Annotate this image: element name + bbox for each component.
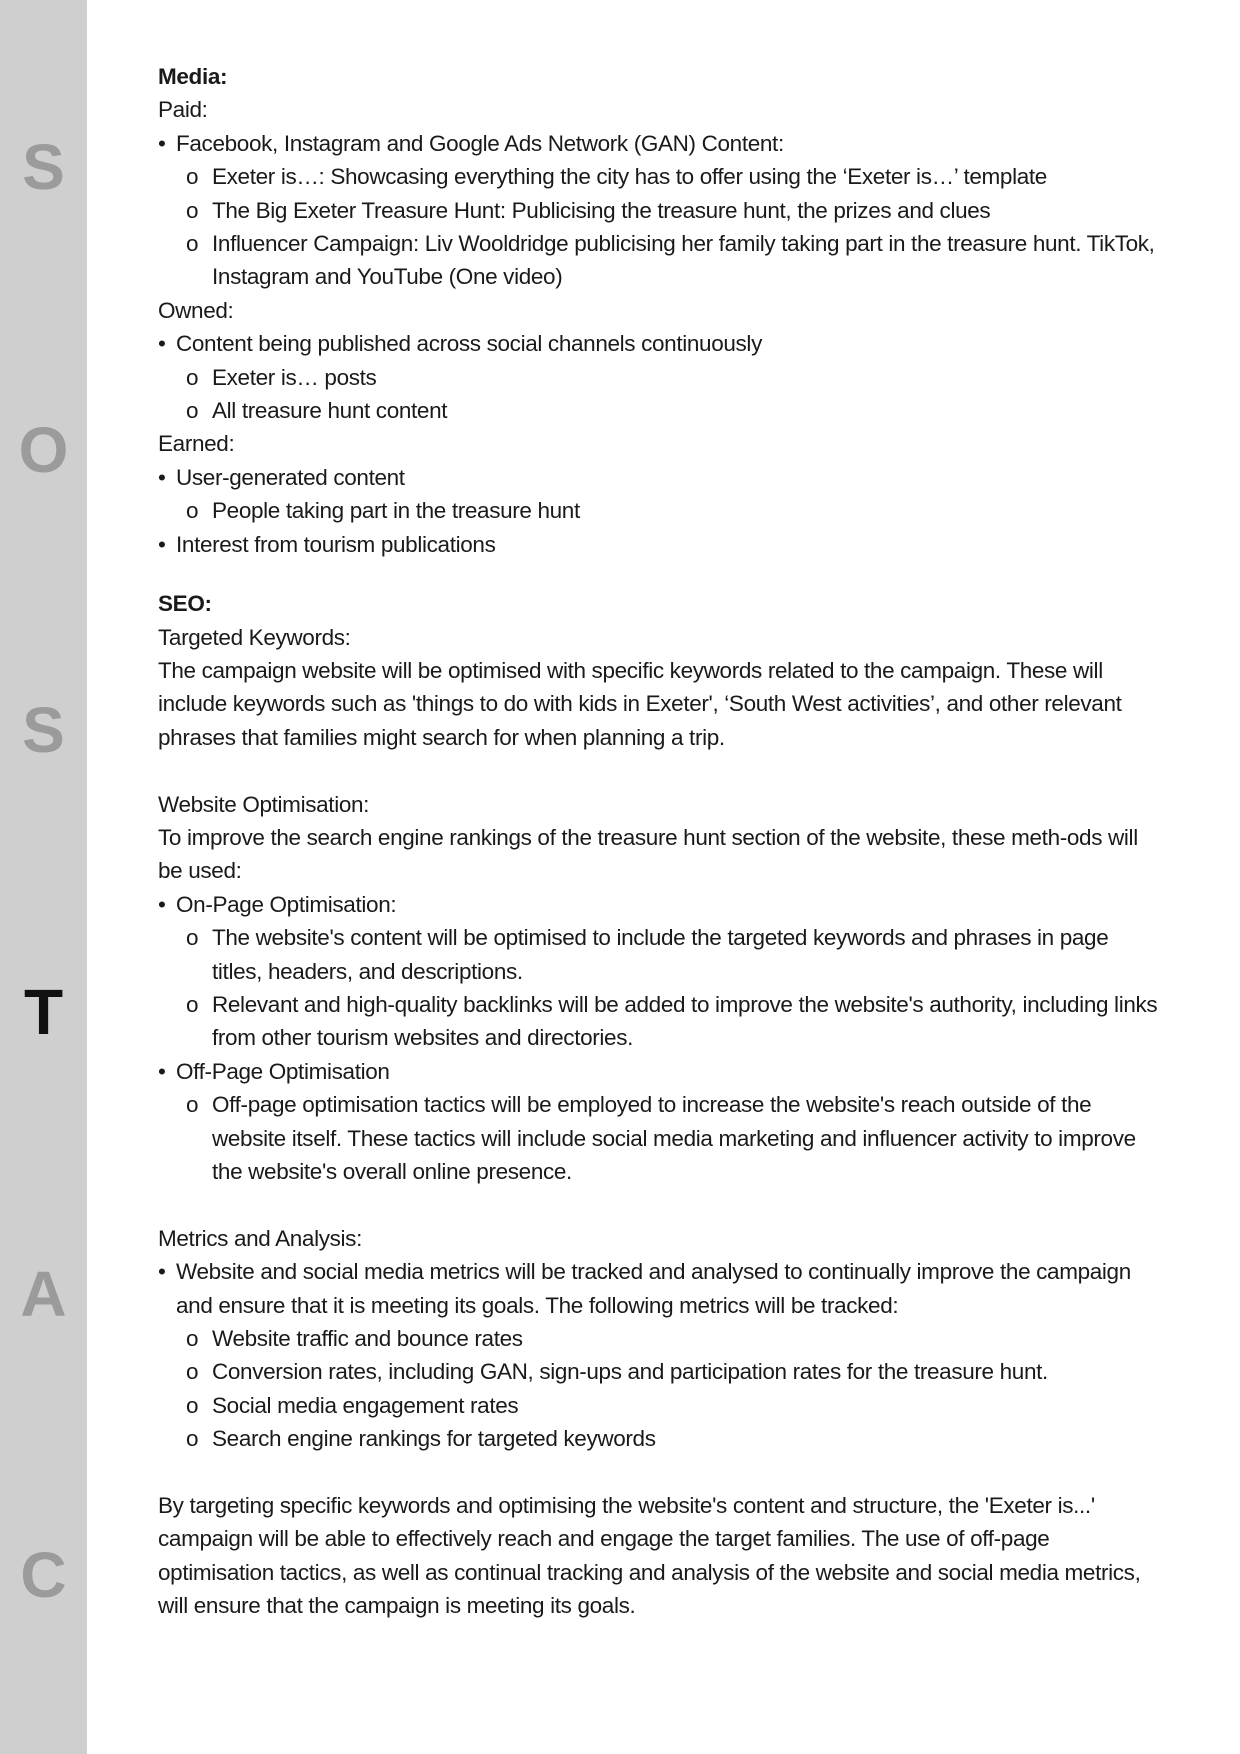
sidebar-letter-a: A: [20, 1258, 67, 1330]
metrics-sub-item: o Website traffic and bounce rates: [158, 1322, 1158, 1355]
seo-heading: SEO:: [158, 591, 212, 617]
website-optimisation-intro: To improve the search engine rankings of the treasure hunt section of the website, these meth-ods will be used:: [158, 824, 1138, 884]
owned-sub-item: o Exeter is… posts: [158, 361, 1158, 394]
offpage-sub-item: o Off-page optimisation tactics will be employed to increase the website's reach outside of the website itself. These tactics will include social media marketing and influencer activity to improve the website's overall online presence.: [158, 1088, 1158, 1188]
paid-label: Paid:: [158, 97, 208, 123]
owned-bullet: • Content being published across social channels continuously: [158, 327, 1158, 360]
metrics-sub-item: o Social media engagement rates: [158, 1389, 1158, 1422]
keywords-paragraph: The campaign website will be optimised with specific keywords related to the campaign. These will include keywords such as 'things to do with kids in Exeter', ‘South West activities’, and other relevant phrases that families might search for when planning a trip.: [158, 657, 1122, 750]
owned-sub-item: o All treasure hunt content: [158, 394, 1158, 427]
earned-bullet-ugc: • User-generated content: [158, 461, 1158, 494]
conclusion-paragraph: By targeting specific keywords and optimising the website's content and structure, the 'Exeter is...' campaign will be able to effectively reach and engage the target families. The use of off-page optimisation tactics, as well as continual tracking and analysis of the website and social media metrics, will ensure that the campaign is meeting its goals.: [158, 1493, 1141, 1619]
onpage-sub-item: o The website's content will be optimised to include the targeted keywords and phrases in page titles, headers, and descriptions.: [158, 921, 1158, 988]
paid-sub-item: o The Big Exeter Treasure Hunt: Publicising the treasure hunt, the prizes and clues: [158, 194, 1158, 227]
paid-sub-item: o Exeter is…: Showcasing everything the city has to offer using the ‘Exeter is…’ template: [158, 160, 1158, 193]
sidebar-letter-c: C: [20, 1539, 67, 1611]
metrics-sub-item: o Conversion rates, including GAN, sign-ups and participation rates for the treasure hunt.: [158, 1355, 1158, 1388]
earned-label: Earned:: [158, 431, 235, 457]
keywords-label: Targeted Keywords:: [158, 624, 351, 650]
paid-bullet: • Facebook, Instagram and Google Ads Network (GAN) Content:: [158, 127, 1158, 160]
page-content: [158, 60, 1158, 1623]
sidebar-letter-s-strategy: S: [22, 694, 65, 766]
sidebar-letter-o: O: [18, 414, 69, 486]
sostac-sidebar: [0, 0, 87, 1754]
website-optimisation-label: Website Optimisation:: [158, 791, 370, 817]
metrics-sub-item: o Search engine rankings for targeted keywords: [158, 1422, 1158, 1455]
metrics-label: Metrics and Analysis:: [158, 1225, 362, 1251]
earned-bullet-publications: • Interest from tourism publications: [158, 528, 1158, 561]
onpage-sub-item: o Relevant and high-quality backlinks will be added to improve the website's authority, including links from other tourism websites and directories.: [158, 988, 1158, 1055]
paid-sub-item: o Influencer Campaign: Liv Wooldridge publicising her family taking part in the treasure hunt. TikTok, Instagram and YouTube (One video): [158, 227, 1158, 294]
media-heading: Media:: [158, 64, 228, 89]
owned-label: Owned:: [158, 297, 234, 323]
onpage-bullet: • On-Page Optimisation:: [158, 888, 1158, 921]
metrics-bullet: • Website and social media metrics will be tracked and analysed to continually improve the campaign and ensure that it is meeting its goals. The following metrics will be tracked:: [158, 1255, 1158, 1322]
sidebar-letter-s: S: [22, 131, 65, 203]
earned-sub-item: o People taking part in the treasure hunt: [158, 494, 1158, 527]
offpage-bullet: • Off-Page Optimisation: [158, 1055, 1158, 1088]
sidebar-letter-t-active: T: [23, 976, 64, 1048]
